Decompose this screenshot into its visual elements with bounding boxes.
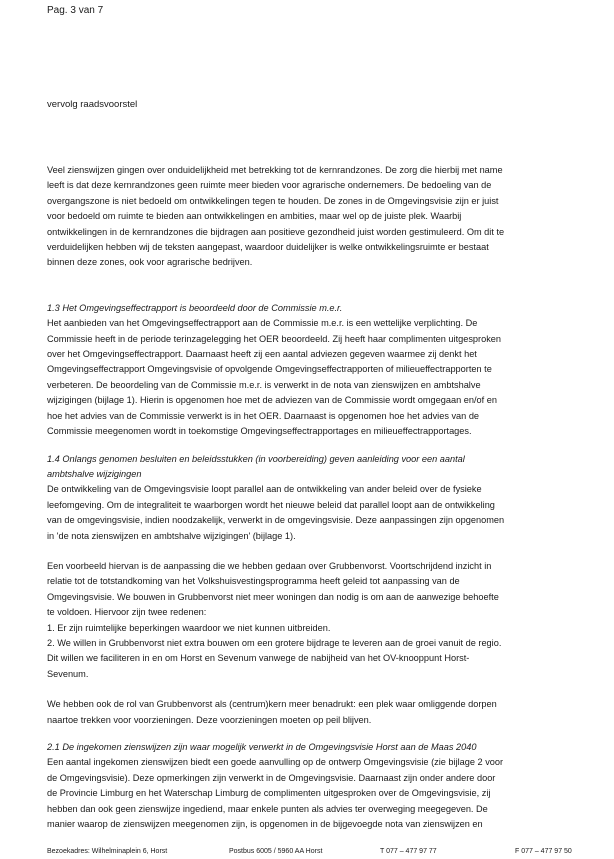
document-subtitle: vervolg raadsvoorstel bbox=[47, 99, 138, 110]
page-number: Pag. 3 van 7 bbox=[47, 5, 104, 16]
section-1-4-paragraph-1: De ontwikkeling van de Omgevingsvisie loopt parallel aan de ontwikkeling van ander beleid over de fysieke leefomgeving. Om de integraliteit te waarborgen wordt het nieuwe beleid dat parallel loopt aan de ontwikkeling van de omgevingsvisie, indien noodzakelijk, verwerkt in de omgevingsvisie. Deze aanpassingen zijn opgenomen in 'de nota zienswijzen en ambtshalve wijzigingen' (bijlage 1). bbox=[47, 484, 505, 541]
footer-fax: F 077 – 477 97 50 bbox=[515, 848, 572, 855]
section-1-3-heading: 1.3 Het Omgevingseffectrapport is beoordeeld door de Commissie m.e.r. bbox=[47, 302, 343, 313]
document-body bbox=[47, 163, 575, 832]
section-2-1-heading: 2.1 De ingekomen zienswijzen zijn waar mogelijk verwerkt in de Omgevingsvisie Horst aan de Maas 2040 bbox=[47, 742, 477, 752]
footer-phone: T 077 – 477 97 77 bbox=[380, 848, 437, 855]
intro-paragraph: Veel zienswijzen gingen over onduidelijkheid met betrekking tot de kernrandzones. De zorg die hierbij met name leeft is dat deze kernrandzones geen ruimte meer bieden voor agrarische ondernemers. De bedoeling van de overgangszone is niet bedoeld om ontwikkelingen tegen te houden. De zones in de Omgevingsvisie zijn er juist voor bedoeld om ruimte te bieden aan ontwikkelingen en ambities, maar wel op de juiste plek. Waarbij ontwikkelingen in de kernrandzones die bijdragen aan positieve gezondheid juist worden gestimuleerd. Om dit te verduidelijken hebben wij de teksten aangepast, waardoor duidelijker is welke ontwikkelingsruimte er bestaat binnen deze zones, ook voor agrarische bedrijven. bbox=[47, 165, 505, 268]
section-1-4-paragraph-2: Een voorbeeld hiervan is de aanpassing die we hebben gedaan over Grubbenvorst. Voortschrijdend inzicht in relatie tot de totstandkoming van het Volkshuisvestingsprogramma heeft geleid tot aanpassing van de Omgevingsvisie. We bouwen in Grubbenvorst niet meer woningen dan nodig is om aan de aanwezige behoefte te voldoen. Hiervoor zijn twee redenen: 1. Er zijn ruimtelijke beperkingen waardoor we niet kunnen uitbreiden. 2. We willen in Grubbenvorst niet extra bouwen om een grotere bijdrage te leveren aan de groei vanuit de regio. Dit willen we faciliteren in en om Horst en Sevenum vanwege de nabijheid van het OV-knooppunt Horst- Sevenum. bbox=[47, 560, 502, 679]
footer-postbus: Postbus 6005 / 5960 AA Horst bbox=[229, 848, 323, 855]
section-1-3-paragraph: Het aanbieden van het Omgevingseffectrapport aan de Commissie m.e.r. is een wettelijke verplichting. De Commissie heeft in de periode terinzagelegging het OER beoordeeld. Zij heeft haar complimenten uitgesproken over het Omgevingseffectrapport. Daarnaast heeft zij een aantal adviezen gegeven waarmee zij denkt het Omgevingseffectrapport Omgevingsvisie of opvolgende Omgevingseffectrapporten of milieueffectrapporten te verbeteren. De beoordeling van de Commissie m.e.r. is verwerkt in de nota van zienswijzen en ambtshalve wijzigingen (bijlage 1). Hierin is opgenomen hoe met de adviezen van de Commissie wordt omgegaan en/of en hoe het advies van de Commissie verwerkt is in het OER. Daarnaast is opgenomen hoe het advies van de Commissie meegenomen wordt in toekomstige Omgevingseffectrapportages en milieueffectrapportages. bbox=[47, 318, 502, 437]
section-1-4-heading: 1.4 Onlangs genomen besluiten en beleidsstukken (in voorbereiding) geven aanleiding voor een aantal ambtshalve wijzigingen bbox=[47, 453, 465, 479]
section-2-1-paragraph: Een aantal ingekomen zienswijzen biedt een goede aanvulling op de ontwerp Omgevingsvisie (zie bijlage 2 voor de Omgevingsvisie). Deze opmerkingen zijn verwerkt in de Omgevingsvisie. Daarnaast zijn onder andere door de Provincie Limburg en het Waterschap Limburg de complimenten uitgesproken over de Omgevingsvisie, zij hebben dan ook geen zienswijze ingediend, maar enkele punten als advies ter overweging meegegeven. De manier waarop de zienswijzen meegenomen zijn, is opgenomen in de bijgevoegde nota van zienswijzen en bbox=[47, 757, 504, 830]
section-1-4-paragraph-3: We hebben ook de rol van Grubbenvorst als (centrum)kern meer benadrukt: een plek waar omliggende dorpen naartoe trekken voor voorzieningen. Deze voorzieningen moeten op peil blijven. bbox=[47, 699, 497, 725]
footer-address: Bezoekadres: Wilhelminaplein 6, Horst bbox=[47, 848, 168, 855]
